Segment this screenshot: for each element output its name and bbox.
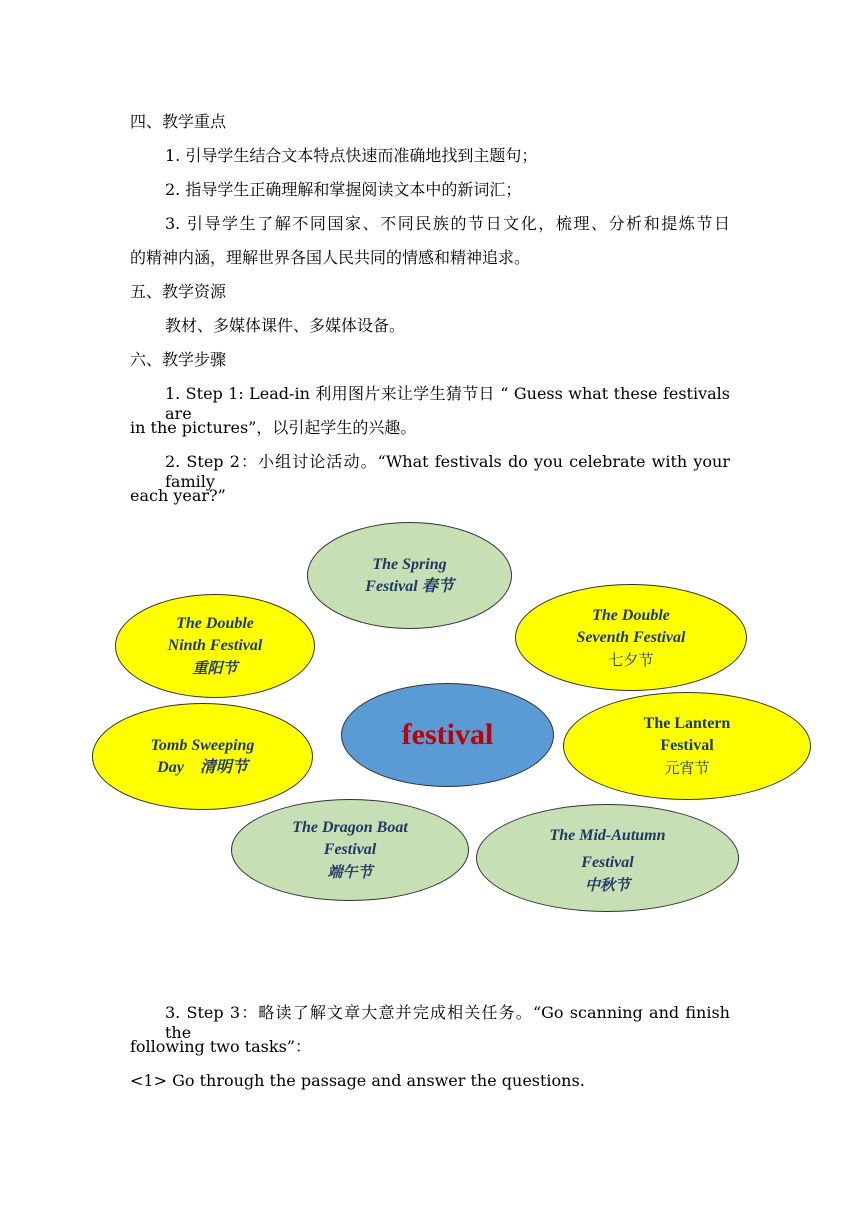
mid-autumn-label-3: 中秋节 <box>584 876 630 894</box>
focus-item-3-line1: 3. 引导学生了解不同国家、不同民族的节日文化，梳理、分析和提炼节日 <box>165 214 730 233</box>
section6-heading: 六、教学步骤 <box>130 350 227 369</box>
lantern-label-1: The Lantern <box>643 715 731 732</box>
dragon-boat-label-1: The Dragon Boat <box>292 819 408 836</box>
spring-festival-label-2: Festival 春节 <box>365 577 454 595</box>
tomb-sweeping-bubble <box>92 703 313 810</box>
mid-autumn-label-2: Festival <box>581 854 634 871</box>
dragon-boat-label-3: 端午节 <box>327 863 373 881</box>
mid-autumn-label-1: The Mid-Autumn <box>549 827 666 844</box>
spring-festival-label-1: The Spring <box>372 555 447 573</box>
center-festival-bubble <box>341 683 554 787</box>
focus-item-3-line2: 的精神内涵，理解世界各国人民共同的情感和精神追求。 <box>130 248 531 267</box>
double-ninth-label-3: 重阳节 <box>192 659 238 677</box>
focus-item-1: 1. 引导学生结合文本特点快速而准确地找到主题句； <box>165 146 538 165</box>
tomb-sweeping-label-2: Day 清明节 <box>157 758 248 776</box>
lantern-label-3: 元宵节 <box>664 759 710 777</box>
double-seventh-label-2: Seventh Festival <box>576 628 686 646</box>
resources-text: 教材、多媒体课件、多媒体设备。 <box>165 316 406 335</box>
lantern-festival-bubble <box>563 692 811 800</box>
double-ninth-label-2: Ninth Festival <box>167 637 263 654</box>
dragon-boat-label-2: Festival <box>323 841 377 858</box>
step2-line2: each year?” <box>130 486 226 505</box>
step1-line2: in the pictures”，以引起学生的兴趣。 <box>130 418 417 437</box>
focus-item-2: 2. 指导学生正确理解和掌握阅读文本中的新词汇； <box>165 180 522 199</box>
double-ninth-bubble <box>115 594 315 698</box>
section5-heading: 五、教学资源 <box>130 282 227 301</box>
double-seventh-label-3: 七夕节 <box>608 650 654 669</box>
mid-autumn-bubble <box>476 804 739 912</box>
double-seventh-label-1: The Double <box>592 606 670 624</box>
dragon-boat-bubble <box>231 799 469 901</box>
double-ninth-label-1: The Double <box>176 615 254 632</box>
section4-heading: 四、教学重点 <box>130 112 227 131</box>
tomb-sweeping-label-1: Tomb Sweeping <box>150 736 255 754</box>
step2-line1: 2. Step 2：小组讨论活动。“What festivals do you celebrate with your family <box>165 452 730 491</box>
center-festival-label: festival <box>401 718 494 751</box>
step1-line1: 1. Step 1: Lead-in 利用图片来让学生猜节日 “ Guess what these festivals are <box>165 384 730 423</box>
double-seventh-bubble <box>515 584 747 691</box>
step3-line2: following two tasks”： <box>130 1037 311 1056</box>
step3-line1: 3. Step 3：略读了解文章大意并完成相关任务。“Go scanning and finish the <box>165 1003 730 1042</box>
spring-festival-bubble <box>307 522 512 629</box>
lantern-label-2: Festival <box>660 737 714 754</box>
task1-text: <1> Go through the passage and answer the questions. <box>130 1071 585 1090</box>
